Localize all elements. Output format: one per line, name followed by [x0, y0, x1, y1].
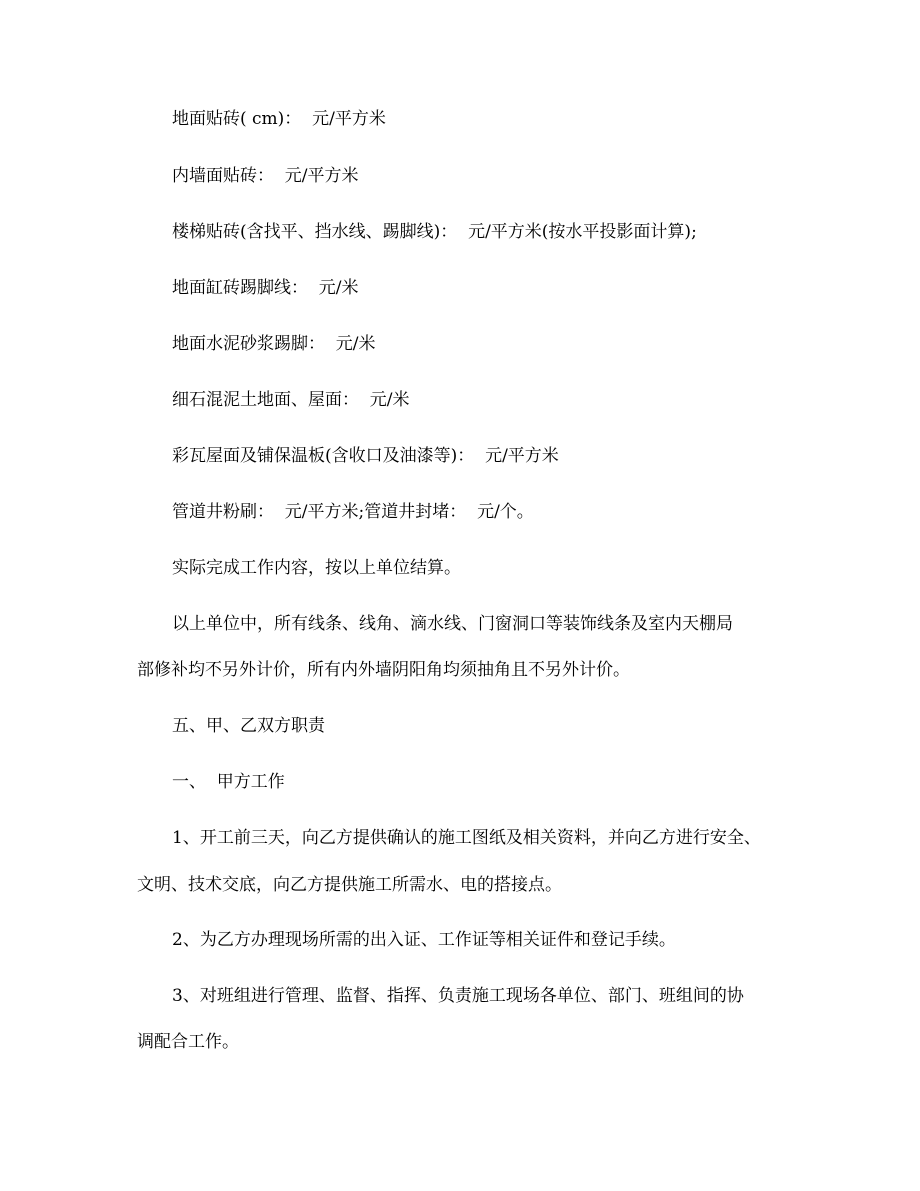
paragraph-fine-concrete: 细石混泥土地面、屋面： 元/米: [172, 390, 410, 410]
paragraph-no-extra-charge-line2: 部修补均不另外计价，所有内外墙阴阳角均须抽角且不另外计价。: [137, 660, 630, 680]
paragraph-no-extra-charge-line1: 以上单位中，所有线条、线角、滴水线、门窗洞口等装饰线条及室内天棚局: [172, 614, 733, 634]
paragraph-item2: 2、为乙方办理现场所需的出入证、工作证等相关证件和登记手续。: [172, 930, 676, 950]
paragraph-settlement: 实际完成工作内容，按以上单位结算。: [172, 558, 461, 578]
paragraph-item1-line1: 1、开工前三天，向乙方提供确认的施工图纸及相关资料，并向乙方进行安全、: [172, 828, 761, 848]
subsection-heading-party-a: 一、 甲方工作: [172, 772, 285, 792]
paragraph-pipe-shaft: 管道井粉刷： 元/平方米;管道井封堵： 元/个。: [172, 502, 534, 522]
paragraph-color-tile-roof: 彩瓦屋面及铺保温板(含收口及油漆等)： 元/平方米: [172, 446, 559, 466]
paragraph-inner-wall-tile: 内墙面贴砖： 元/平方米: [172, 166, 359, 186]
paragraph-floor-skirting-tile: 地面缸砖踢脚线： 元/米: [172, 278, 359, 298]
paragraph-stair-tile: 楼梯贴砖(含找平、挡水线、踢脚线)： 元/平方米(按水平投影面计算);: [172, 222, 697, 242]
paragraph-item3-line1: 3、对班组进行管理、监督、指挥、负责施工现场各单位、部门、班组间的协: [172, 986, 744, 1006]
paragraph-item1-line2: 文明、技术交底，向乙方提供施工所需水、电的搭接点。: [137, 875, 562, 895]
paragraph-floor-tile: 地面贴砖( cm)： 元/平方米: [172, 109, 386, 129]
paragraph-mortar-skirting: 地面水泥砂浆踢脚： 元/米: [172, 334, 376, 354]
section-heading-duties: 五、甲、乙双方职责: [172, 716, 325, 736]
paragraph-item3-line2: 调配合工作。: [137, 1032, 239, 1052]
